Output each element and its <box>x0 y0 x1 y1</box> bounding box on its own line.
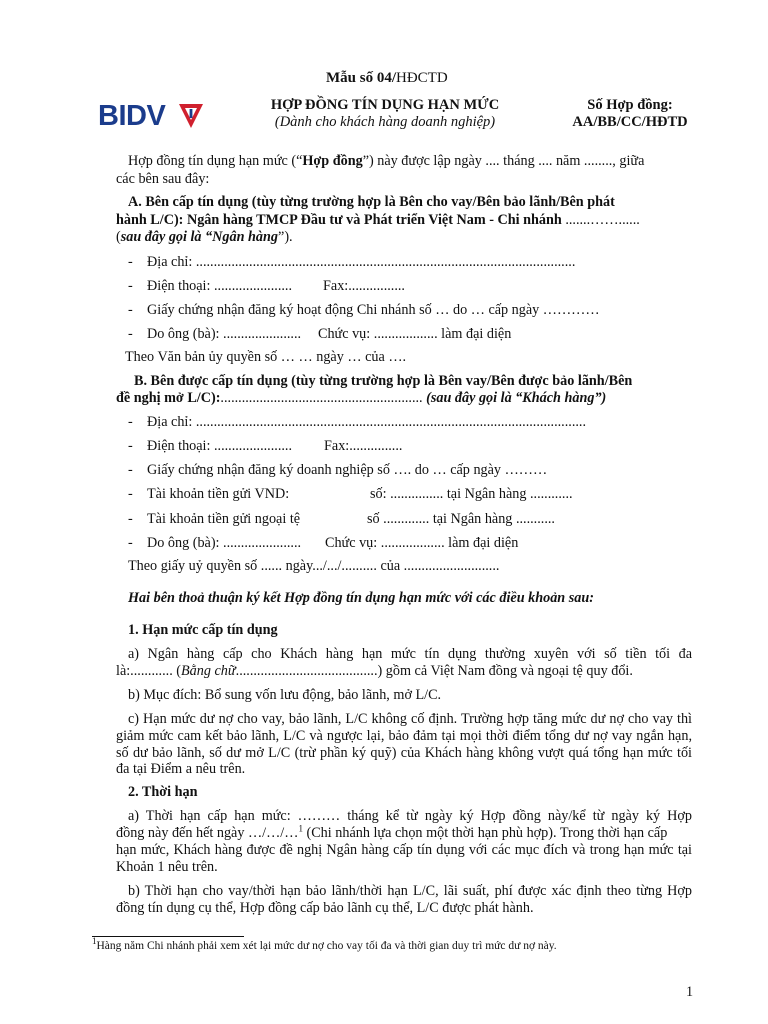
party-a-heading-line-2: hành L/C): Ngân hàng TMCP Đầu tư và Phát triển Việt Nam - Chi nhánh .......……...... <box>116 212 640 228</box>
party-b-vnd-account-number: số: ............... tại Ngân hàng ............ <box>370 486 573 502</box>
party-a-representative: Do ông (bà): ...................... <box>147 326 302 342</box>
agreement-statement: Hai bên thoả thuận ký kết Hợp đồng tín dụng hạn mức với các điều khoản sau: <box>128 590 594 606</box>
footnote: $^1$Hàng năm Chi nhánh phải xem xét lại mức dư nợ cho vay tối đa và thời gian duy trì mức dư nợ này. <box>92 936 557 952</box>
form-number-suffix: HĐCTD <box>396 70 448 86</box>
form-number <box>326 70 448 87</box>
party-a-alias: (sau đây gọi là “Ngân hàng”). <box>116 229 293 245</box>
page-number: 1 <box>686 984 694 1000</box>
party-b-fx-account: Tài khoản tiền gửi ngoại tệ <box>147 511 301 527</box>
document-page: Mẫu số 04/HĐCTD BIDV HỢP ĐỒNG TÍN DỤNG HẠN MỨC (Dành cho khách hàng doanh nghiệp) Số Hợp đồng: AA/BB/CC/HĐTD Hợp đồng tín dụng hạn mức (“Hợp đồng”) này được lập ngày .... tháng .... năm ........, giữa các bên sau đây: A. Bên cấp tín dụng (tùy từng trường hợp là Bên cho vay/Bên bảo lãnh/Bên phát hành L/C): Ngân hàng TMCP Đầu tư và Phát triển Việt Nam - Chi nhánh .......……...... (sau đây gọi là “Ngân hàng”). - Địa chỉ: ........................................................................................................... - Điện thoại: ...................... Fax:................ - Giấy chứng nhận đăng ký hoạt động Chi nhánh số … do … cấp ngày ………… - Do ông (bà): ...................... Chức vụ: .................. làm đại diện Theo Văn bản ủy quyền số … … ngày … của …. B. Bên được cấp tín dụng (tùy từng trường hợp là Bên vay/Bên được bảo lãnh/Bên đề nghị mở L/C):......................................................... (sau đây gọi là “Khách hàng”) - Địa chỉ: .............................................................................................................. - Điện thoại: ...................... Fax:............... - Giấy chứng nhận đăng ký doanh nghiệp số …. do … cấp ngày ……… - Tài khoản tiền gửi VND: số: ............... tại Ngân hàng ............ - Tài khoản tiền gửi ngoại tệ số ............. tại Ngân hàng ........... - Do ông (bà): ...................... Chức vụ: .................. làm đại diện Theo giấy uỷ quyền số ...... ngày.../.../.......... của ........................... Hai bên thoả thuận ký kết Hợp đồng tín dụng hạn mức với các điều khoản sau: 1. Hạn mức cấp tín dụng a) Ngân hàng cấp cho Khách hàng hạn mức tín dụng thường xuyên với số tiền tối đa là:............ (Bằng chữ........................................) gồm cả Việt Nam đồng và ngoại tệ quy đổi. b) Mục đích: Bổ sung vốn lưu động, bảo lãnh, mở L/C. c) Hạn mức dư nợ cho vay, bảo lãnh, L/C không cố định. Trường hợp tăng mức dư nợ cho vay thì giảm mức cam kết bảo lãnh, L/C và ngược lại, bảo đảm tại mọi thời điểm tổng dư nợ vay ngắn hạn, số dư bảo lãnh, số dư mở L/C (trừ phần ký quỹ) của Khách hàng không vượt quá tổng hạn mức tối đa tại Điểm a nêu trên. 2. Thời hạn a) Thời hạn cấp hạn mức: ……… tháng kể từ ngày ký Hợp đồng này/kể từ ngày ký Hợp đồng này đến hết ngày …/…/…$^1$ (Chi nhánh lựa chọn một thời hạn phù hợp). Trong thời hạn cấp hạn mức, Khách hàng được đề nghị Ngân hàng cấp tín dụng với các mục đích và trong hạn mức tại Khoản 1 nêu trên. b) Thời hạn cho vay/thời hạn bảo lãnh/thời hạn L/C, lãi suất, phí được xác định theo từng Hợp đồng tín dụng cụ thể, Hợp đồng cấp bảo lãnh cụ thể, L/C được phát hành. $^1$Hàng năm Chi nhánh phải xem xét lại mức dư nợ cho vay tối đa và thời gian duy trì mức dư nợ này. 1 <box>0 0 768 1024</box>
section-1c: c) Hạn mức dư nợ cho vay, bảo lãnh, L/C không cố định. Trường hợp tăng mức dư nợ cho vay thì giảm mức cam kết bảo lãnh, L/C và ngược lại, bảo đảm tại mọi thời điểm tổng dư nợ vay ngắn hạn, số dư bảo lãnh, số dư mở L/C (trừ phần ký quỹ) của Khách hàng không vượt quá tổng hạn mức tối đa tại Điểm a nêu trên. <box>116 711 692 778</box>
section-2a-line-1: a) Thời hạn cấp hạn mức: ……… tháng kể từ ngày ký Hợp đồng này/kể từ ngày ký Hợp <box>128 808 692 824</box>
party-b-heading: B. Bên được cấp tín dụng (tùy từng trường hợp là Bên vay/Bên được bảo lãnh/Bên <box>134 373 633 389</box>
section-1-heading: 1. Hạn mức cấp tín dụng <box>128 622 278 638</box>
bidv-logo <box>98 100 212 132</box>
party-a-phone: Điện thoại: ...................... <box>147 278 293 294</box>
document-subtitle: (Dành cho khách hàng doanh nghiệp) <box>274 114 496 130</box>
section-2b: b) Thời hạn cho vay/thời hạn bảo lãnh/thời hạn L/C, lãi suất, phí được xác định theo từng Hợp đồng tín dụng cụ thể, Hợp đồng cấp bảo lãnh cụ thể, L/C được phát hành. <box>116 883 692 916</box>
form-number-prefix: Mẫu số 04/ <box>326 70 397 86</box>
section-2a-line-2: đồng này đến hết ngày …/…/…$^1$ (Chi nhánh lựa chọn một thời hạn phù hợp). Trong thời hạn cấp <box>116 823 668 841</box>
section-2a-rest: hạn mức, Khách hàng được đề nghị Ngân hàng cấp tín dụng với các mục đích và trong hạn mức tại Khoản 1 nêu trên. <box>116 842 692 875</box>
party-b-authorization: Theo giấy uỷ quyền số ...... ngày.../.../.......... của ........................... <box>128 558 500 574</box>
bidv-emblem-icon <box>176 101 206 131</box>
party-b-fx-account-number: số ............. tại Ngân hàng ........... <box>367 511 555 527</box>
intro-line-1: Hợp đồng tín dụng hạn mức (“Hợp đồng”) này được lập ngày .... tháng .... năm ........, giữa <box>128 153 645 169</box>
party-a-heading: A. Bên cấp tín dụng (tùy từng trường hợp là Bên cho vay/Bên bảo lãnh/Bên phát <box>128 194 615 210</box>
intro-contract-term: Hợp đồng <box>302 153 363 169</box>
party-b-address: Địa chỉ: .............................................................................................................. <box>147 414 587 430</box>
party-a-fax: Fax:................ <box>323 278 405 294</box>
party-b-phone: Điện thoại: ...................... <box>147 438 293 454</box>
section-1b: b) Mục đích: Bổ sung vốn lưu động, bảo lãnh, mở L/C. <box>128 687 442 703</box>
document-title: HỢP ĐỒNG TÍN DỤNG HẠN MỨC <box>270 97 500 113</box>
party-a-authorization: Theo Văn bản ủy quyền số … … ngày … của …. <box>125 349 407 365</box>
section-1a-line-1: a) Ngân hàng cấp cho Khách hàng hạn mức tín dụng thường xuyên với số tiền tối đa <box>128 646 692 662</box>
party-a-address: Địa chỉ: ........................................................................................................... <box>147 254 576 270</box>
contract-number-label: Số Hợp đồng: <box>587 97 673 113</box>
footnote-reference[interactable]: 1 <box>298 823 303 834</box>
party-b-license: Giấy chứng nhận đăng ký doanh nghiệp số …. do … cấp ngày ……… <box>147 462 548 478</box>
party-a-license: Giấy chứng nhận đăng ký hoạt động Chi nhánh số … do … cấp ngày ………… <box>147 302 600 318</box>
contract-number-value: AA/BB/CC/HĐTD <box>572 114 688 130</box>
party-b-position: Chức vụ: .................. làm đại diện <box>325 535 519 551</box>
party-b-heading-line-2: đề nghị mở L/C):......................................................... (sau đây gọi là “Khách hàng”) <box>116 390 607 406</box>
footnote-divider <box>92 936 244 937</box>
party-b-vnd-account: Tài khoản tiền gửi VND: <box>147 486 290 502</box>
section-1a-line-2: là:............ (Bằng chữ........................................) gồm cả Việt Nam đồng và ngoại tệ quy đổi. <box>116 663 633 679</box>
party-b-fax: Fax:............... <box>324 438 403 454</box>
bidv-logo-text: BIDV <box>98 100 166 132</box>
party-a-position: Chức vụ: .................. làm đại diện <box>318 326 512 342</box>
section-2-heading: 2. Thời hạn <box>128 784 198 800</box>
party-b-representative: Do ông (bà): ...................... <box>147 535 302 551</box>
intro-line-2: các bên sau đây: <box>116 171 210 187</box>
